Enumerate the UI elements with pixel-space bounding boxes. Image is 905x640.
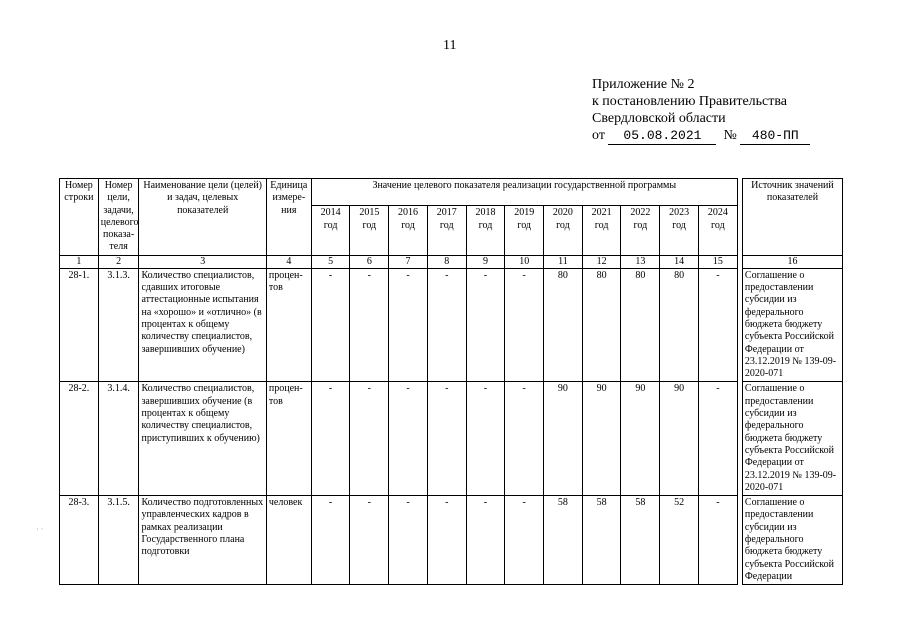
cell-value: 80 <box>660 268 699 382</box>
cell-name: Количество специалистов, завершивших обучение (в процентах к общему количеству специалистов, приступивших к обучению) <box>139 382 266 496</box>
cell-value: - <box>698 382 737 496</box>
indicator-table <box>59 178 843 585</box>
appendix-line-1: Приложение № 2 <box>592 77 695 92</box>
column-number: 13 <box>621 255 660 268</box>
header-year: 2023 год <box>660 206 699 255</box>
column-number: 9 <box>466 255 505 268</box>
column-number: 6 <box>350 255 389 268</box>
cell-value: - <box>311 268 350 382</box>
appendix-heading <box>592 76 810 145</box>
header-year: 2019 год <box>505 206 544 255</box>
cell-value: - <box>350 268 389 382</box>
column-number: 14 <box>660 255 699 268</box>
cell-value: - <box>427 268 466 382</box>
header-year: 2017 год <box>427 206 466 255</box>
header-row-no: Номер строки <box>60 179 99 256</box>
appendix-date-line <box>592 127 810 145</box>
header-name: Наименование цели (целей) и задач, целевых показателей <box>139 179 266 256</box>
cell-value: 80 <box>621 268 660 382</box>
header-source: Источник значений показателей <box>742 179 842 256</box>
cell-row-no: 28-2. <box>60 382 99 496</box>
cell-goal-no: 3.1.3. <box>98 268 139 382</box>
cell-unit: человек <box>266 496 311 585</box>
indicator-table-frame <box>59 178 843 582</box>
cell-value: 52 <box>660 496 699 585</box>
column-number: 4 <box>266 255 311 268</box>
appendix-line-2: к постановлению Правительства <box>592 94 788 109</box>
cell-value: - <box>505 382 544 496</box>
cell-value: - <box>427 496 466 585</box>
cell-value: - <box>505 268 544 382</box>
column-number: 7 <box>389 255 428 268</box>
header-year: 2021 год <box>582 206 621 255</box>
cell-value: - <box>505 496 544 585</box>
header-year: 2016 год <box>389 206 428 255</box>
table-row <box>60 382 843 496</box>
cell-name: Количество специалистов, сдавших итоговые аттестационные испытания на «хорошо» и «отлично» (в процентах к общему количеству специалистов, завершивших обучение) <box>139 268 266 382</box>
cell-value: - <box>350 382 389 496</box>
margin-mark: · · <box>36 525 44 534</box>
cell-source: Соглашение о предоставлении субсидии из федерального бюджета бюджету субъекта Российской Федерации от 23.12.2019 № 139-09-2020-071 <box>742 268 842 382</box>
header-year: 2020 год <box>544 206 583 255</box>
table-row <box>60 268 843 382</box>
cell-value: - <box>466 268 505 382</box>
column-number: 5 <box>311 255 350 268</box>
cell-goal-no: 3.1.4. <box>98 382 139 496</box>
header-year: 2024 год <box>698 206 737 255</box>
cell-value: - <box>466 496 505 585</box>
cell-value: - <box>427 382 466 496</box>
cell-value: 90 <box>544 382 583 496</box>
header-goal-no: Номер цели, задачи, целевого показа-теля <box>98 179 139 256</box>
column-number: 2 <box>98 255 139 268</box>
cell-row-no: 28-1. <box>60 268 99 382</box>
cell-value: - <box>389 496 428 585</box>
cell-value: 58 <box>544 496 583 585</box>
column-number-row <box>60 255 843 268</box>
cell-row-no: 28-3. <box>60 496 99 585</box>
header-year: 2014 год <box>311 206 350 255</box>
column-number: 10 <box>505 255 544 268</box>
header-year: 2022 год <box>621 206 660 255</box>
cell-value: - <box>350 496 389 585</box>
column-number: 8 <box>427 255 466 268</box>
cell-goal-no: 3.1.5. <box>98 496 139 585</box>
table-row <box>60 496 843 585</box>
header-year: 2018 год <box>466 206 505 255</box>
column-number: 3 <box>139 255 266 268</box>
cell-value: - <box>311 382 350 496</box>
header-year: 2015 год <box>350 206 389 255</box>
cell-value: 90 <box>582 382 621 496</box>
resolution-date: 05.08.2021 <box>608 127 716 145</box>
cell-source: Соглашение о предоставлении субсидии из федерального бюджета бюджету субъекта Российской Федерации <box>742 496 842 585</box>
number-label: № <box>723 128 737 143</box>
column-number: 11 <box>544 255 583 268</box>
column-number: 1 <box>60 255 99 268</box>
cell-source: Соглашение о предоставлении субсидии из федерального бюджета бюджету субъекта Российской Федерации от 23.12.2019 № 139-09-2020-071 <box>742 382 842 496</box>
cell-value: 80 <box>544 268 583 382</box>
cell-value: 80 <box>582 268 621 382</box>
cell-unit: процен-тов <box>266 268 311 382</box>
column-number: 15 <box>698 255 737 268</box>
cell-name: Количество подготовленных управленческих кадров в рамках реализации Государственного плана подготовки <box>139 496 266 585</box>
column-number: 16 <box>742 255 842 268</box>
cell-value: - <box>698 268 737 382</box>
cell-unit: процен-тов <box>266 382 311 496</box>
page-number: 11 <box>443 38 457 53</box>
header-row-1 <box>60 179 843 206</box>
column-number: 12 <box>582 255 621 268</box>
header-unit: Единица измере-ния <box>266 179 311 256</box>
appendix-line-3: Свердловской области <box>592 111 726 126</box>
cell-value: - <box>311 496 350 585</box>
cell-value: 58 <box>582 496 621 585</box>
header-values-group: Значение целевого показателя реализации государственной программы <box>311 179 737 206</box>
cell-value: 90 <box>660 382 699 496</box>
cell-value: - <box>466 382 505 496</box>
cell-value: 90 <box>621 382 660 496</box>
cell-value: - <box>389 382 428 496</box>
from-label: от <box>592 128 605 143</box>
resolution-number: 480-ПП <box>740 127 810 145</box>
cell-value: - <box>389 268 428 382</box>
cell-value: - <box>698 496 737 585</box>
cell-value: 58 <box>621 496 660 585</box>
